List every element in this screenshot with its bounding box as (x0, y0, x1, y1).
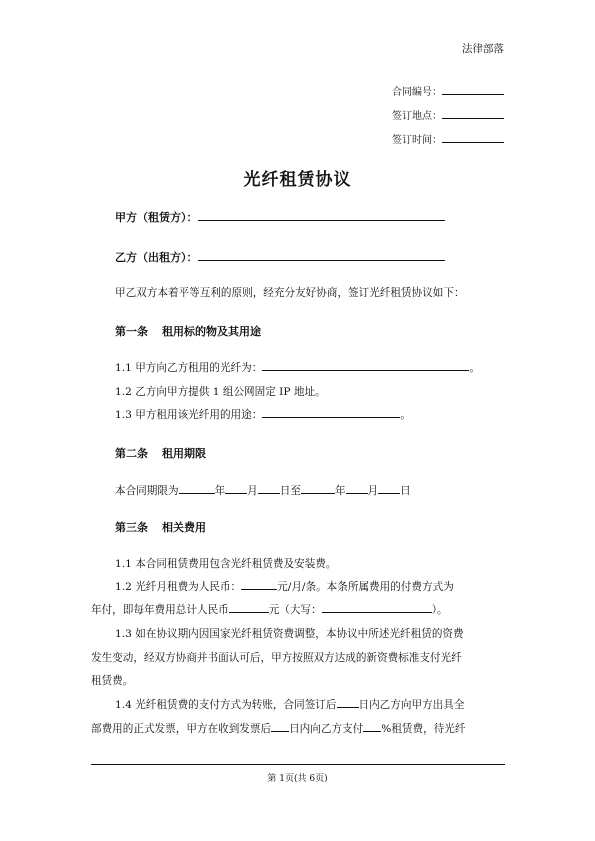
clause-1-3-blank (262, 407, 400, 418)
annual-fee-blank (229, 602, 269, 613)
party-b-blank (198, 249, 445, 261)
footer-divider (91, 764, 505, 765)
clause-3-2-line-1 (115, 579, 454, 594)
month-label: 月 (247, 485, 258, 497)
article-3-heading (115, 519, 206, 535)
clause-3-4-text-b: 日内乙方向甲方出具全 (358, 699, 465, 711)
start-year-blank (179, 483, 215, 494)
clause-3-2-text-e: ）。 (431, 604, 448, 616)
article-1-number: 第一条 (115, 325, 148, 338)
payment-days-blank (271, 721, 289, 732)
clause-1-3 (115, 407, 411, 422)
clause-1-1-text: 1.1 甲方向乙方租用的光纤为： (115, 362, 263, 374)
invoice-days-blank (337, 697, 359, 708)
article-1-title: 租用标的物及其用途 (162, 325, 261, 338)
clause-1-1-end: 。 (469, 362, 480, 374)
article-3-number: 第三条 (115, 521, 148, 534)
clause-1-1-blank (262, 360, 469, 371)
annual-fee-uppercase-blank (322, 602, 432, 613)
article-2-title: 租用期限 (162, 447, 206, 460)
brand-label: 法律部落 (462, 43, 504, 55)
contract-number-label: 合同编号： (392, 87, 442, 98)
contract-number-blank (442, 85, 504, 95)
clause-3-2-text-b: 元/月/条。本条所属费用的付费方式为 (277, 581, 454, 593)
contract-number-row (392, 83, 504, 98)
end-year-blank (301, 483, 335, 494)
end-day-label: 日 (400, 485, 411, 497)
sign-place-blank (442, 109, 504, 119)
clause-3-1: 1.1 本合同租赁费用包含光纤租赁费及安装费。 (115, 558, 337, 570)
end-day-blank (378, 483, 400, 494)
party-b-label: 乙方（出租方）： (115, 251, 198, 264)
start-month-blank (225, 483, 247, 494)
end-month-blank (346, 483, 368, 494)
party-a-blank (198, 209, 445, 221)
clause-3-3-line-1: 1.3 如在协议期内因国家光纤租赁资费调整，本协议中所述光纤租赁的资费 (115, 628, 464, 640)
article-3-title: 相关费用 (162, 521, 206, 534)
page-number: 第 1页(共 6页) (267, 774, 328, 784)
percentage-blank (363, 721, 381, 732)
intro-paragraph: 甲乙双方本着平等互利的原则，经充分友好协商，签订光纤租赁协议如下： (115, 287, 465, 299)
sign-time-row (392, 131, 504, 146)
monthly-fee-blank (241, 579, 277, 590)
clause-3-4-text-c: 部费用的正式发票，甲方在收到发票后 (91, 723, 272, 735)
year-label: 年 (214, 485, 226, 497)
day-to-label: 日至 (279, 485, 301, 497)
party-b-row (115, 249, 445, 265)
clause-1-3-end: 。 (400, 409, 411, 421)
clause-3-4-line-1 (115, 697, 464, 712)
clause-1-3-text: 1.3 甲方租用该光纤用的用途： (115, 409, 263, 421)
sign-place-label: 签订地点： (392, 111, 442, 122)
clause-3-4-line-2 (91, 721, 465, 736)
party-a-row (115, 209, 445, 225)
clause-3-2-text-c: 年付，即每年费用总计人民币 (91, 604, 229, 616)
article-2-heading (115, 445, 206, 461)
clause-3-3-line-2: 发生变动，经双方协商并书面认可后，甲方按照双方达成的新资费标准支付光纤 (91, 652, 462, 664)
clause-1-2: 1.2 乙方向甲方提供 1 组公网固定 IP 地址。 (115, 386, 326, 398)
clause-3-4-text-e: %租赁费，待光纤 (381, 723, 466, 735)
clause-3-4-text-d: 日内向乙方支付 (289, 723, 364, 735)
sign-place-row (392, 107, 504, 122)
clause-3-2-text-a: 1.2 光纤月租费为人民币： (115, 581, 242, 593)
start-day-blank (258, 483, 280, 494)
clause-3-2-text-d: 元（大写： (268, 604, 322, 616)
article-1-heading (115, 323, 261, 339)
term-text: 本合同期限为 (115, 485, 179, 497)
clause-3-4-text-a: 1.4 光纤租赁费的支付方式为转账，合同签订后 (115, 699, 337, 711)
clause-1-1 (115, 360, 480, 375)
end-year-label: 年 (334, 485, 346, 497)
clause-3-2-line-2 (91, 602, 448, 617)
end-month-label: 月 (367, 485, 379, 497)
party-a-label: 甲方（租赁方）： (115, 211, 198, 224)
term-period-line (115, 483, 411, 498)
sign-time-label: 签订时间： (392, 135, 442, 146)
sign-time-blank (442, 133, 504, 143)
clause-3-3-line-3: 租赁费。 (91, 675, 134, 687)
document-title: 光纤租赁协议 (243, 170, 352, 190)
article-2-number: 第二条 (115, 447, 148, 460)
